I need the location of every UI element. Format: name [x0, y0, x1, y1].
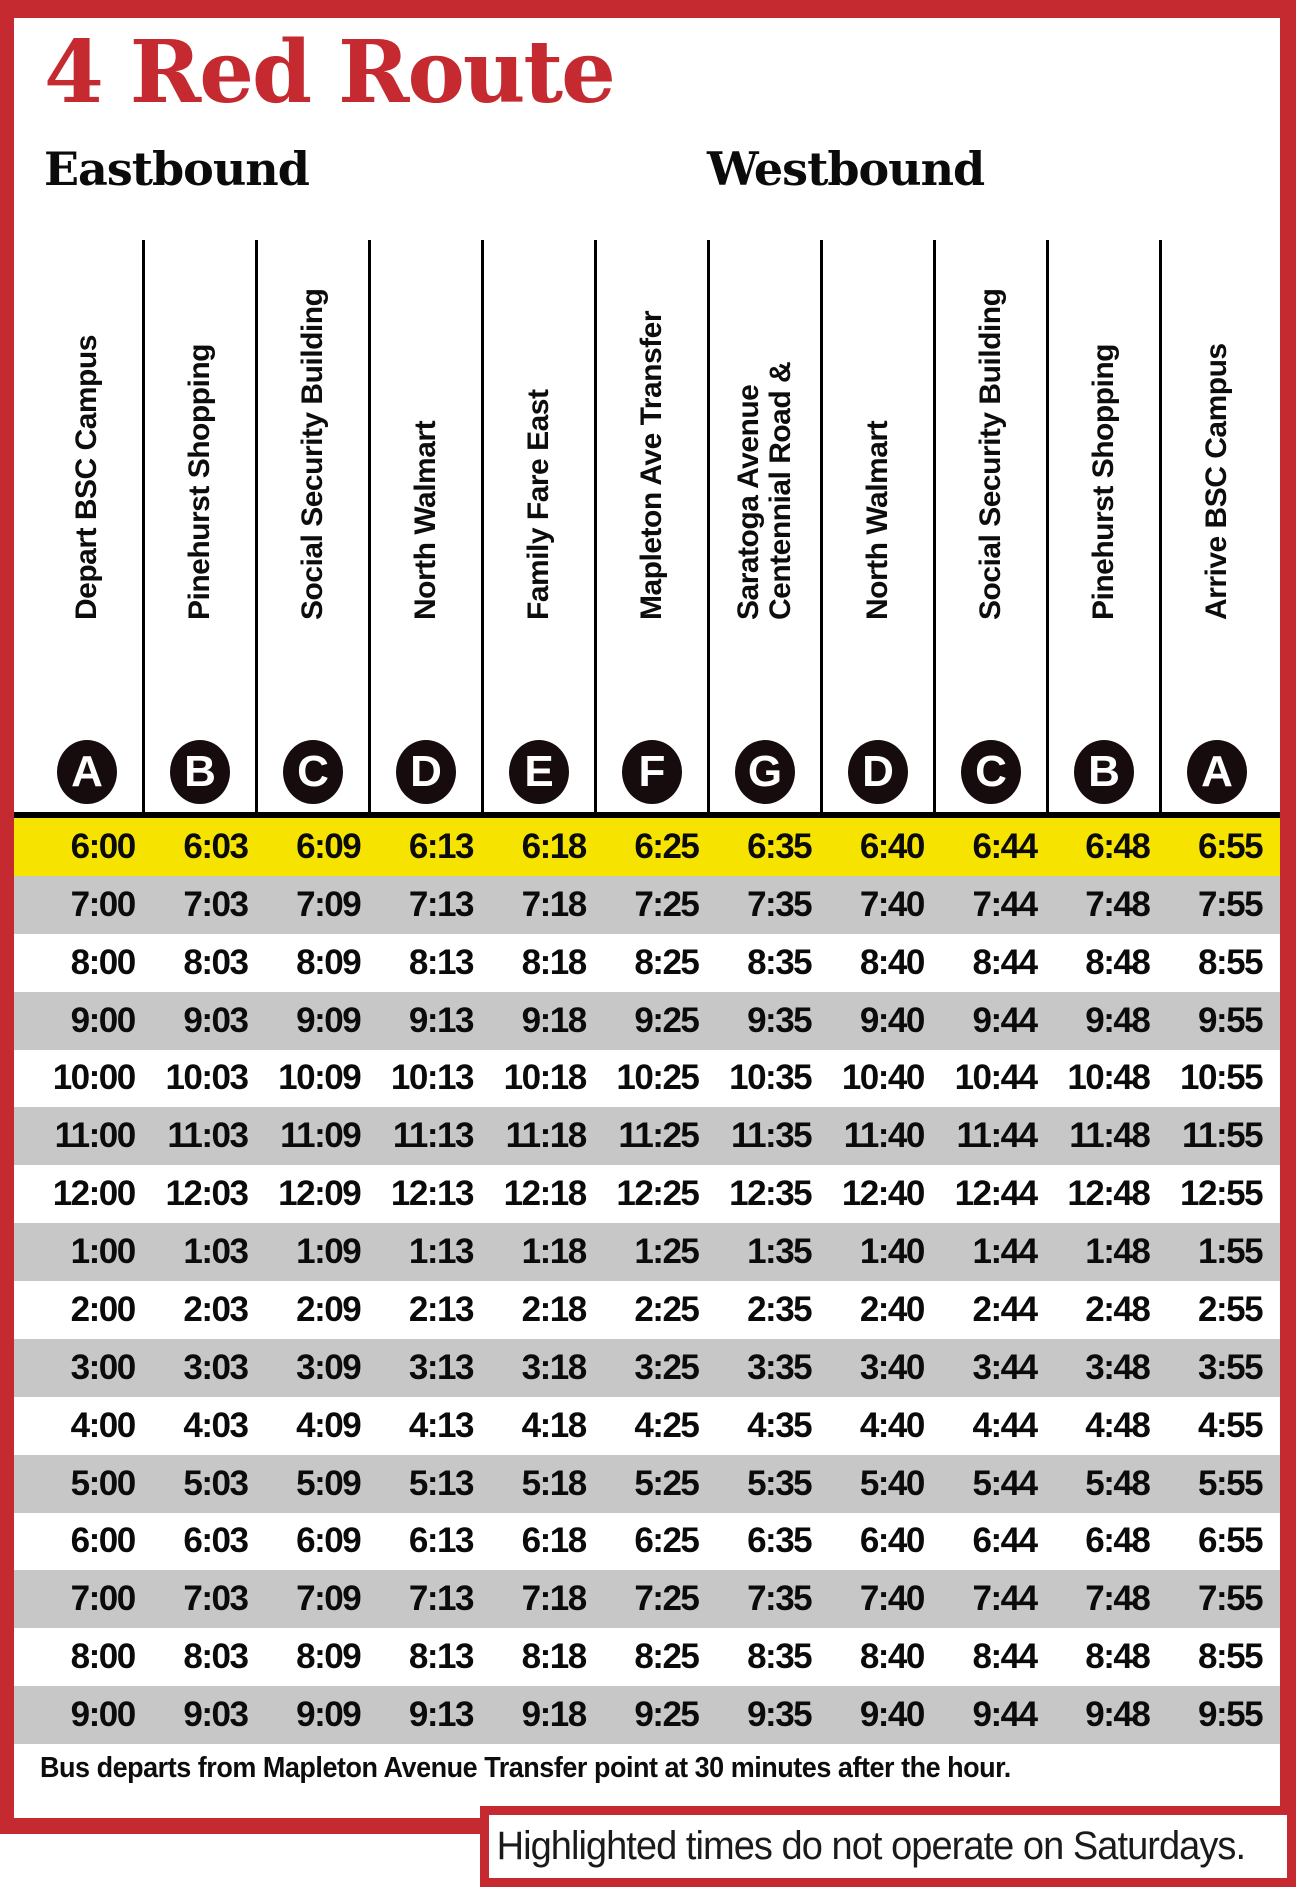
time-cell: 9:25: [634, 1695, 699, 1735]
time-cell: 7:44: [972, 1579, 1037, 1619]
time-cell: 6:48: [1085, 1521, 1150, 1561]
time-cell: 7:48: [1085, 884, 1150, 924]
time-cell: 8:00: [70, 1637, 135, 1677]
time-cell: 8:44: [972, 1637, 1037, 1677]
time-cell: 7:40: [859, 1579, 924, 1619]
time-cell: 7:03: [183, 1579, 248, 1619]
time-cell: 2:13: [408, 1289, 473, 1329]
time-cell: 4:25: [634, 1405, 699, 1445]
time-cell: 12:09: [278, 1174, 361, 1214]
time-cell: 6:35: [747, 826, 812, 866]
stop-column: [597, 240, 710, 812]
stop-badge: D: [396, 740, 456, 804]
time-cell: 11:18: [505, 1116, 586, 1156]
time-cell: 9:48: [1085, 1000, 1150, 1040]
time-cell: 4:09: [296, 1405, 361, 1445]
stop-label: Pinehurst Shopping: [1087, 344, 1120, 620]
route-title: 4 Red Route: [44, 22, 614, 123]
time-cell: 1:40: [859, 1232, 924, 1272]
time-cell: 12:18: [503, 1174, 586, 1214]
time-cell: 11:25: [618, 1116, 699, 1156]
schedule-row: [14, 1165, 1281, 1223]
time-cell: 10:18: [503, 1058, 586, 1098]
time-cell: 7:09: [296, 884, 361, 924]
time-cell: 6:40: [859, 826, 924, 866]
time-cell: 6:13: [408, 826, 473, 866]
time-cell: 6:44: [972, 1521, 1037, 1561]
time-cell: 12:55: [1180, 1174, 1263, 1214]
time-cell: 3:25: [634, 1347, 699, 1387]
time-cell: 8:55: [1198, 1637, 1263, 1677]
stop-label: Mapleton Ave Transfer: [635, 310, 668, 620]
time-cell: 3:00: [70, 1347, 135, 1387]
time-cell: 1:35: [747, 1232, 812, 1272]
time-cell: 10:03: [165, 1058, 248, 1098]
schedule-row: [14, 992, 1281, 1050]
timetable: [14, 818, 1281, 1744]
schedule-row: [14, 1107, 1281, 1165]
time-cell: 5:03: [183, 1463, 248, 1503]
time-cell: 2:35: [747, 1289, 812, 1329]
frame-border-top: [0, 0, 1296, 18]
time-cell: 11:03: [167, 1116, 248, 1156]
time-cell: 5:44: [972, 1463, 1037, 1503]
time-cell: 8:25: [634, 1637, 699, 1677]
time-cell: 9:13: [408, 1695, 473, 1735]
stop-badge: A: [57, 740, 117, 804]
time-cell: 10:09: [278, 1058, 361, 1098]
time-cell: 9:44: [972, 1695, 1037, 1735]
time-cell: 3:18: [521, 1347, 586, 1387]
stop-badge: C: [283, 740, 343, 804]
time-cell: 8:09: [296, 1637, 361, 1677]
time-cell: 5:25: [634, 1463, 699, 1503]
time-cell: 8:35: [747, 1637, 812, 1677]
time-cell: 9:44: [972, 1000, 1037, 1040]
time-cell: 11:48: [1069, 1116, 1150, 1156]
time-cell: 7:03: [183, 884, 248, 924]
time-cell: 8:13: [408, 942, 473, 982]
stop-label: Depart BSC Campus: [70, 335, 103, 620]
stop-label: North Walmart: [861, 420, 894, 620]
time-cell: 6:48: [1085, 826, 1150, 866]
time-cell: 5:13: [408, 1463, 473, 1503]
time-cell: 6:18: [521, 826, 586, 866]
time-cell: 7:35: [747, 1579, 812, 1619]
time-cell: 6:09: [296, 1521, 361, 1561]
time-cell: 12:13: [390, 1174, 473, 1214]
stop-column: [484, 240, 597, 812]
stop-label: Social Security Building: [974, 288, 1007, 620]
stop-badge: C: [961, 740, 1021, 804]
time-cell: 9:03: [183, 1695, 248, 1735]
time-cell: 7:25: [634, 884, 699, 924]
stop-badge: E: [509, 740, 569, 804]
schedule-row: [14, 934, 1281, 992]
stop-column: [371, 240, 484, 812]
time-cell: 2:03: [183, 1289, 248, 1329]
frame-border-left: [0, 0, 14, 1834]
time-cell: 10:55: [1180, 1058, 1263, 1098]
time-cell: 10:44: [954, 1058, 1037, 1098]
time-cell: 4:40: [859, 1405, 924, 1445]
time-cell: 6:03: [183, 1521, 248, 1561]
time-cell: 5:00: [70, 1463, 135, 1503]
time-cell: 8:00: [70, 942, 135, 982]
time-cell: 7:13: [408, 884, 473, 924]
time-cell: 9:35: [747, 1000, 812, 1040]
time-cell: 1:03: [183, 1232, 248, 1272]
stop-badge: A: [1187, 740, 1247, 804]
schedule-row: [14, 1686, 1281, 1744]
time-cell: 7:48: [1085, 1579, 1150, 1619]
stop-column: [710, 240, 823, 812]
time-cell: 2:48: [1085, 1289, 1150, 1329]
time-cell: 4:00: [70, 1405, 135, 1445]
time-cell: 1:09: [296, 1232, 361, 1272]
time-cell: 9:09: [296, 1000, 361, 1040]
time-cell: 2:44: [972, 1289, 1037, 1329]
time-cell: 11:13: [392, 1116, 473, 1156]
stop-column: [32, 240, 145, 812]
time-cell: 3:03: [183, 1347, 248, 1387]
time-cell: 7:55: [1198, 884, 1263, 924]
time-cell: 10:48: [1067, 1058, 1150, 1098]
time-cell: 10:13: [390, 1058, 473, 1098]
stop-column: [823, 240, 936, 812]
time-cell: 9:48: [1085, 1695, 1150, 1735]
time-cell: 1:00: [70, 1232, 135, 1272]
time-cell: 7:00: [70, 1579, 135, 1619]
time-cell: 5:48: [1085, 1463, 1150, 1503]
time-cell: 1:48: [1085, 1232, 1150, 1272]
time-cell: 11:44: [956, 1116, 1037, 1156]
time-cell: 8:48: [1085, 1637, 1150, 1677]
time-cell: 9:13: [408, 1000, 473, 1040]
time-cell: 7:00: [70, 884, 135, 924]
stop-label: Social Security Building: [296, 288, 329, 620]
time-cell: 5:40: [859, 1463, 924, 1503]
stop-badge: B: [170, 740, 230, 804]
time-cell: 8:09: [296, 942, 361, 982]
time-cell: 2:25: [634, 1289, 699, 1329]
time-cell: 12:40: [841, 1174, 924, 1214]
section-label-eastbound: Eastbound: [44, 142, 309, 196]
time-cell: 9:55: [1198, 1695, 1263, 1735]
time-cell: 9:09: [296, 1695, 361, 1735]
stop-badge: G: [735, 740, 795, 804]
schedule-row: [14, 1513, 1281, 1571]
time-cell: 11:35: [731, 1116, 812, 1156]
stop-column: [1162, 240, 1272, 812]
time-cell: 8:35: [747, 942, 812, 982]
time-cell: 3:48: [1085, 1347, 1150, 1387]
schedule-row: [14, 1628, 1281, 1686]
time-cell: 3:44: [972, 1347, 1037, 1387]
time-cell: 7:44: [972, 884, 1037, 924]
time-cell: 2:18: [521, 1289, 586, 1329]
time-cell: 7:25: [634, 1579, 699, 1619]
schedule-row: [14, 1397, 1281, 1455]
stop-badge: B: [1074, 740, 1134, 804]
time-cell: 7:40: [859, 884, 924, 924]
time-cell: 5:09: [296, 1463, 361, 1503]
time-cell: 4:03: [183, 1405, 248, 1445]
time-cell: 7:18: [521, 884, 586, 924]
time-cell: 3:55: [1198, 1347, 1263, 1387]
time-cell: 2:40: [859, 1289, 924, 1329]
time-cell: 12:00: [52, 1174, 135, 1214]
time-cell: 2:55: [1198, 1289, 1263, 1329]
highlight-legend-text: Highlighted times do not operate on Saturdays.: [496, 1824, 1246, 1868]
schedule-row: [14, 1281, 1281, 1339]
time-cell: 6:25: [634, 826, 699, 866]
time-cell: 9:18: [521, 1000, 586, 1040]
time-cell: 8:40: [859, 942, 924, 982]
time-cell: 12:44: [954, 1174, 1037, 1214]
time-cell: 7:13: [408, 1579, 473, 1619]
time-cell: 9:00: [70, 1695, 135, 1735]
time-cell: 6:09: [296, 826, 361, 866]
time-cell: 9:55: [1198, 1000, 1263, 1040]
time-cell: 8:18: [521, 1637, 586, 1677]
section-label-westbound: Westbound: [707, 142, 985, 196]
time-cell: 1:18: [521, 1232, 586, 1272]
time-cell: 9:35: [747, 1695, 812, 1735]
schedule-row: [14, 876, 1281, 934]
time-cell: 7:55: [1198, 1579, 1263, 1619]
time-cell: 1:55: [1198, 1232, 1263, 1272]
time-cell: 5:18: [521, 1463, 586, 1503]
time-cell: 11:40: [843, 1116, 924, 1156]
schedule-row: [14, 1223, 1281, 1281]
time-cell: 6:55: [1198, 1521, 1263, 1561]
time-cell: 3:13: [408, 1347, 473, 1387]
time-cell: 11:00: [54, 1116, 135, 1156]
time-cell: 12:25: [616, 1174, 699, 1214]
time-cell: 8:48: [1085, 942, 1150, 982]
time-cell: 9:03: [183, 1000, 248, 1040]
time-cell: 8:44: [972, 942, 1037, 982]
time-cell: 7:18: [521, 1579, 586, 1619]
time-cell: 9:40: [859, 1695, 924, 1735]
time-cell: 1:44: [972, 1232, 1037, 1272]
time-cell: 10:40: [841, 1058, 924, 1098]
stop-label: Family Fare East: [522, 389, 555, 620]
time-cell: 6:13: [408, 1521, 473, 1561]
time-cell: 9:25: [634, 1000, 699, 1040]
time-cell: 6:35: [747, 1521, 812, 1561]
stops-header-grid: [32, 240, 1272, 812]
time-cell: 11:55: [1181, 1116, 1263, 1156]
time-cell: 6:25: [634, 1521, 699, 1561]
stop-column: [258, 240, 371, 812]
stops-header-band: [14, 240, 1281, 818]
time-cell: 12:03: [165, 1174, 248, 1214]
time-cell: 6:00: [70, 1521, 135, 1561]
stop-column: [936, 240, 1049, 812]
time-cell: 5:55: [1198, 1463, 1263, 1503]
transfer-footnote: Bus departs from Mapleton Avenue Transfer point at 30 minutes after the hour.: [40, 1752, 1011, 1784]
time-cell: 8:40: [859, 1637, 924, 1677]
time-cell: 8:25: [634, 942, 699, 982]
time-cell: 8:55: [1198, 942, 1263, 982]
time-cell: 2:09: [296, 1289, 361, 1329]
time-cell: 7:09: [296, 1579, 361, 1619]
schedule-row: [14, 1339, 1281, 1397]
time-cell: 8:18: [521, 942, 586, 982]
time-cell: 6:40: [859, 1521, 924, 1561]
time-cell: 2:00: [70, 1289, 135, 1329]
time-cell: 8:03: [183, 942, 248, 982]
time-cell: 4:18: [521, 1405, 586, 1445]
time-cell: 6:18: [521, 1521, 586, 1561]
time-cell: 10:35: [729, 1058, 812, 1098]
time-cell: 4:35: [747, 1405, 812, 1445]
stop-label: Arrive BSC Campus: [1200, 343, 1233, 620]
time-cell: 6:44: [972, 826, 1037, 866]
schedule-row: [14, 1050, 1281, 1108]
time-cell: 7:35: [747, 884, 812, 924]
stop-column: [145, 240, 258, 812]
time-cell: 6:03: [183, 826, 248, 866]
stop-label: Saratoga Avenue Centennial Road &: [732, 361, 797, 620]
time-cell: 4:13: [408, 1405, 473, 1445]
stop-badge: F: [622, 740, 682, 804]
time-cell: 4:55: [1198, 1405, 1263, 1445]
frame-border-right: [1280, 0, 1296, 1834]
time-cell: 8:13: [408, 1637, 473, 1677]
time-cell: 3:35: [747, 1347, 812, 1387]
stop-column: [1049, 240, 1162, 812]
time-cell: 9:40: [859, 1000, 924, 1040]
time-cell: 1:25: [634, 1232, 699, 1272]
time-cell: 9:18: [521, 1695, 586, 1735]
time-cell: 4:48: [1085, 1405, 1150, 1445]
time-cell: 3:40: [859, 1347, 924, 1387]
time-cell: 3:09: [296, 1347, 361, 1387]
time-cell: 12:48: [1067, 1174, 1150, 1214]
time-cell: 12:35: [729, 1174, 812, 1214]
time-cell: 9:00: [70, 1000, 135, 1040]
schedule-row: [14, 1570, 1281, 1628]
time-cell: 10:25: [616, 1058, 699, 1098]
time-cell: 1:13: [408, 1232, 473, 1272]
highlight-legend-box: [480, 1806, 1296, 1887]
time-cell: 6:55: [1198, 826, 1263, 866]
time-cell: 10:00: [52, 1058, 135, 1098]
stop-badge: D: [848, 740, 908, 804]
stop-label: Pinehurst Shopping: [183, 344, 216, 620]
schedule-row: [14, 818, 1281, 876]
schedule-row: [14, 1455, 1281, 1513]
time-cell: 4:44: [972, 1405, 1037, 1445]
time-cell: 8:03: [183, 1637, 248, 1677]
time-cell: 11:09: [280, 1116, 361, 1156]
time-cell: 5:35: [747, 1463, 812, 1503]
time-cell: 6:00: [70, 826, 135, 866]
stop-label: North Walmart: [409, 420, 442, 620]
